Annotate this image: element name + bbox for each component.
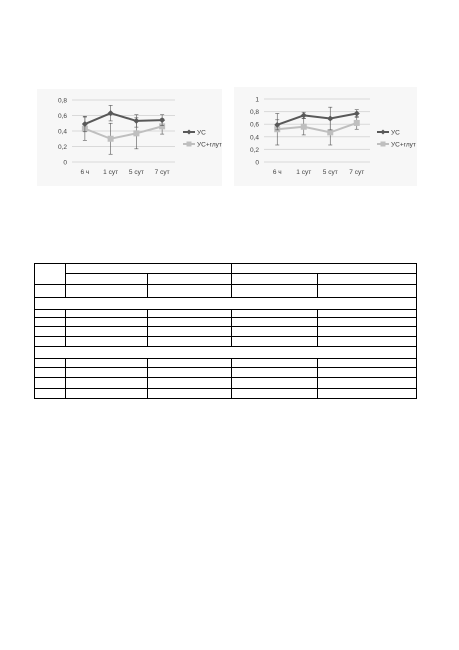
table-section-row (35, 298, 417, 310)
data-point (108, 136, 114, 142)
table-cell (148, 389, 232, 399)
table-cell (232, 264, 417, 274)
table-cell (35, 389, 66, 399)
table-cell (232, 318, 318, 327)
table-cell (232, 368, 318, 378)
y-tick-label: 0 (63, 159, 67, 167)
data-point (301, 112, 307, 118)
y-tick-label: 0,8 (249, 109, 259, 117)
table-cell (66, 378, 148, 389)
table-cell (318, 274, 417, 285)
table-cell (148, 359, 232, 368)
table-cell (66, 285, 148, 298)
table-cell (318, 318, 417, 327)
table-row (35, 359, 417, 368)
series-line (277, 113, 357, 124)
table-cell (148, 327, 232, 337)
table-cell (35, 337, 66, 347)
y-tick-label: 0,6 (57, 113, 67, 120)
data-point (159, 117, 165, 123)
table-cell (232, 389, 318, 399)
table-cell (35, 327, 66, 337)
x-tick-label: 5 сут (322, 169, 338, 176)
table-cell (35, 368, 66, 378)
y-tick-label: 0,8 (57, 97, 67, 105)
legend-label: УС+глут (391, 141, 416, 149)
table-cell (232, 310, 318, 318)
table-cell (35, 378, 66, 389)
table-cell (66, 368, 148, 378)
data-point (133, 130, 139, 136)
table-cell (66, 274, 148, 285)
x-tick-label: 1 сут (296, 169, 312, 176)
table-cell (66, 389, 148, 399)
x-tick-label: 1 сут (103, 169, 119, 176)
table-cell (35, 347, 417, 359)
legend-marker (381, 142, 386, 147)
chart-left (37, 89, 222, 186)
chart-left-svg (37, 89, 222, 186)
data-table (34, 263, 417, 399)
table-cell (66, 310, 148, 318)
table-cell (232, 359, 318, 368)
table-cell (148, 368, 232, 378)
data-point (327, 116, 333, 122)
table-cell (318, 378, 417, 389)
table-cell (35, 310, 66, 318)
table-row (35, 327, 417, 337)
table-cell (318, 337, 417, 347)
table-cell (232, 337, 318, 347)
table-cell (318, 285, 417, 298)
table-row (35, 368, 417, 378)
table-cell (66, 327, 148, 337)
table-cell (148, 285, 232, 298)
legend-label: УС+глут (197, 141, 222, 149)
y-tick-label: 0,4 (57, 128, 67, 136)
y-tick-label: 0,2 (57, 144, 67, 151)
table-cell (148, 310, 232, 318)
table-row (35, 285, 417, 298)
y-tick-label: 0,2 (249, 146, 259, 154)
series-line (85, 126, 162, 138)
table-cell (148, 378, 232, 389)
x-tick-label: 7 сут (154, 169, 170, 176)
data-point (354, 120, 360, 126)
legend-label: УС (197, 129, 206, 137)
series-line (85, 113, 162, 124)
table-cell (318, 368, 417, 378)
table-cell (35, 359, 66, 368)
table-cell (232, 274, 318, 285)
table-cell (318, 389, 417, 399)
table-row (35, 337, 417, 347)
legend-marker (381, 130, 386, 135)
table-cell (148, 318, 232, 327)
data-point (301, 124, 307, 130)
table-section-row (35, 347, 417, 359)
data-point (327, 129, 333, 135)
table-cell (148, 337, 232, 347)
table-cell (318, 327, 417, 337)
legend-label: УС (391, 129, 400, 137)
table-cell (66, 264, 232, 274)
legend-marker (187, 130, 192, 135)
table-cell (66, 318, 148, 327)
chart-right-svg (234, 87, 417, 186)
table-cell (232, 327, 318, 337)
table-row (35, 318, 417, 327)
x-tick-label: 6 ч (80, 169, 90, 176)
y-tick-label: 1 (255, 96, 259, 104)
table-cell (318, 359, 417, 368)
y-tick-label: 0,6 (249, 121, 259, 129)
table-cell (66, 359, 148, 368)
table-header-row (35, 264, 417, 274)
table-cell (35, 264, 66, 285)
x-tick-label: 5 сут (128, 169, 144, 176)
data-point (133, 118, 139, 124)
y-tick-label: 0,4 (249, 134, 259, 142)
table-row (35, 378, 417, 389)
table-row (35, 389, 417, 399)
table-cell (35, 318, 66, 327)
x-tick-label: 7 сут (349, 169, 365, 176)
table-cell (35, 298, 417, 310)
table-cell (232, 285, 318, 298)
x-tick-label: 6 ч (272, 169, 282, 176)
table-header-row (35, 274, 417, 285)
y-tick-label: 0 (255, 159, 259, 167)
table-cell (35, 285, 66, 298)
chart-right (234, 87, 417, 186)
table-cell (232, 378, 318, 389)
table-cell (66, 337, 148, 347)
legend-marker (187, 142, 192, 147)
table-cell (148, 274, 232, 285)
table-row (35, 310, 417, 318)
table-cell (318, 310, 417, 318)
